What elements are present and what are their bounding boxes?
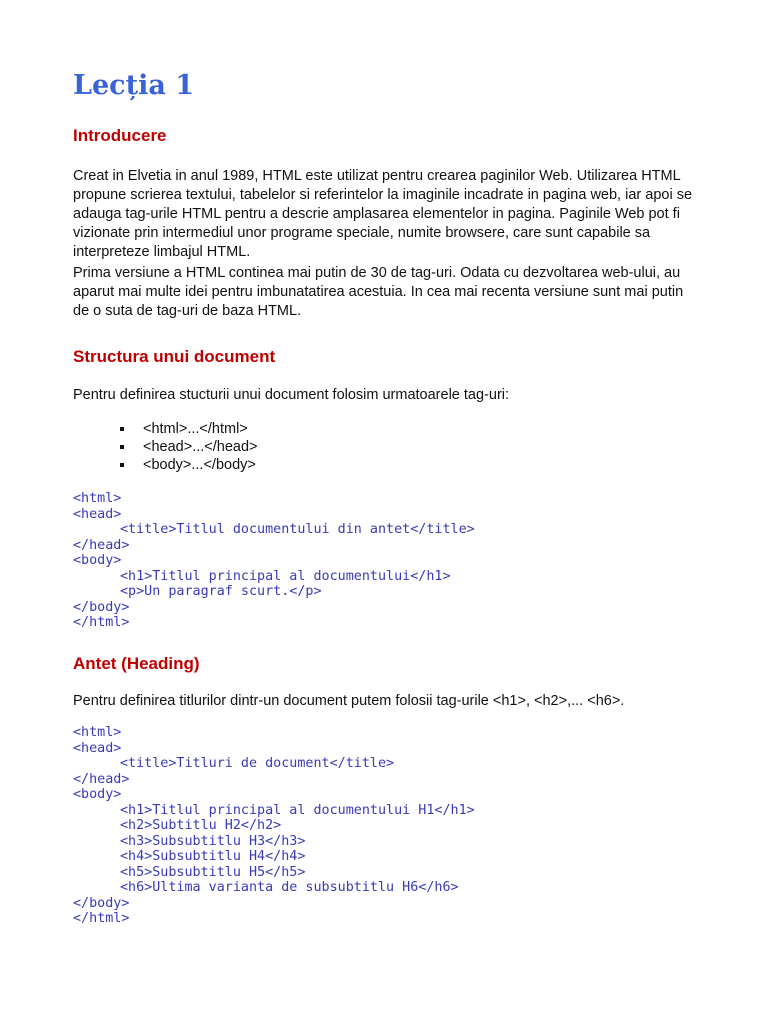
code-line: <head> bbox=[73, 740, 122, 756]
structure-intro: Pentru definirea stucturii unui document folosim urmatoarele tag-uri: bbox=[73, 387, 510, 403]
code-line: <body> bbox=[73, 553, 122, 568]
intro-heading: Introducere bbox=[73, 126, 167, 145]
intro-paragraph-1: Creat in Elvetia in anul 1989, HTML este utilizat pentru crearea paginilor Web. Utilizarea HTML propune scrierea textului, tabelelor si referintelor la imaginile incadrate in pagina web, iar apoi se adauga tag-urile HTML pentru a descrie amplasarea elementelor in pagina. Paginile Web pot fi vizionate prin intermediul unor programe speciale, numite browsere, care sunt capabile sa interpreteze limbajul HTML. bbox=[73, 168, 693, 260]
list-item: <html>...</html> bbox=[73, 420, 258, 438]
code-line: </head> bbox=[73, 537, 130, 553]
structure-heading: Structura unui document bbox=[73, 347, 276, 366]
code-line: <head> bbox=[73, 506, 122, 522]
code-line: <h4>Subsubtitlu H4</h4> bbox=[120, 849, 306, 864]
structure-tag-list bbox=[73, 420, 258, 474]
code-line: <h1>Titlul principal al documentului H1</h1> bbox=[120, 802, 475, 818]
code-line: <h2>Subtitlu H2</h2> bbox=[120, 818, 282, 833]
code-line: <title>Titluri de document</title> bbox=[120, 756, 395, 771]
heading-section-intro: Pentru definirea titlurilor dintr-un document putem folosii tag-urile <h1>, <h2>,... <h6>. bbox=[73, 693, 625, 709]
code-line: <body> bbox=[73, 787, 122, 802]
code-line: <html> bbox=[73, 491, 122, 506]
heading-code-block bbox=[73, 725, 475, 927]
code-line: <h1>Titlul principal al documentului</h1> bbox=[120, 568, 451, 584]
code-line: <h6>Ultima varianta de subsubtitlu H6</h6> bbox=[120, 880, 459, 895]
code-line: <p>Un paragraf scurt.</p> bbox=[120, 584, 322, 599]
list-item: <head>...</head> bbox=[73, 438, 258, 456]
code-line: <title>Titlul documentului din antet</title> bbox=[120, 522, 475, 537]
structure-code-block bbox=[73, 491, 475, 631]
code-line: <h5>Subsubtitlu H5</h5> bbox=[120, 864, 306, 880]
code-line: </html> bbox=[73, 615, 130, 630]
code-line: </head> bbox=[73, 771, 130, 787]
lesson-title: Lecția 1 bbox=[73, 70, 195, 101]
code-line: <h3>Subsubtitlu H3</h3> bbox=[120, 833, 306, 849]
code-line: </body> bbox=[73, 895, 130, 911]
intro-paragraph-2: Prima versiune a HTML continea mai putin de 30 de tag-uri. Odata cu dezvoltarea web-ului, au aparut mai multe idei pentru imbunatatirea acestuia. In cea mai recenta versiune sunt mai putin de o suta de tag-uri de baza HTML. bbox=[73, 265, 684, 319]
code-line: </html> bbox=[73, 911, 130, 926]
code-line: </body> bbox=[73, 599, 130, 615]
list-item: <body>...</body> bbox=[73, 456, 258, 474]
code-line: <html> bbox=[73, 725, 122, 740]
heading-section-heading: Antet (Heading) bbox=[73, 654, 200, 673]
